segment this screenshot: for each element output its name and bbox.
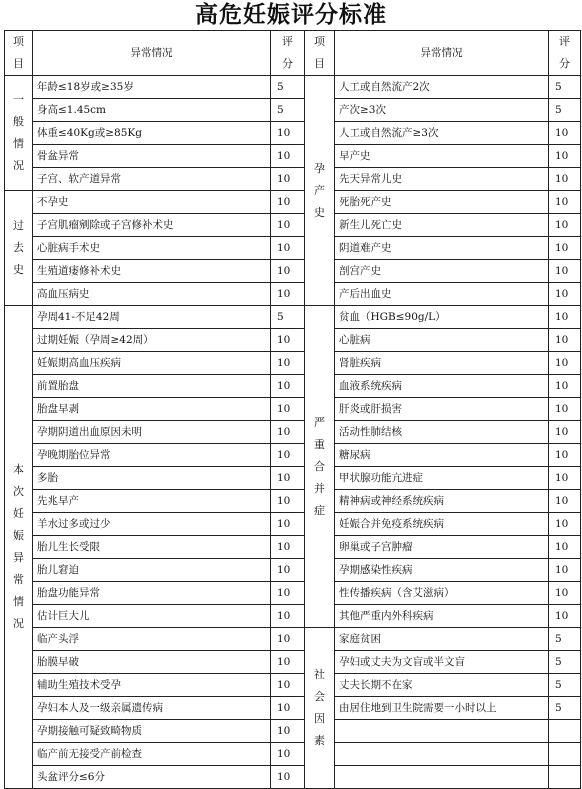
table-row <box>5 214 581 237</box>
category-cell: 过去史 <box>5 191 33 306</box>
condition-cell: 性传播疾病（含艾滋病） <box>335 582 549 605</box>
condition-cell: 临产前无接受产前检查 <box>33 743 271 766</box>
table-row <box>5 398 581 421</box>
header-condition: 异常情况 <box>33 31 271 76</box>
score-cell: 10 <box>549 329 581 352</box>
condition-cell: 孕妇或丈夫为文盲或半文盲 <box>335 651 549 674</box>
score-cell: 10 <box>271 628 305 651</box>
condition-cell: 骨盆异常 <box>33 145 271 168</box>
table-row <box>5 743 581 766</box>
table-row <box>5 651 581 674</box>
header-item: 项目 <box>5 31 33 76</box>
condition-cell: 卵巢或子宫肿瘤 <box>335 536 549 559</box>
condition-cell: 多胎 <box>33 467 271 490</box>
score-cell: 10 <box>549 444 581 467</box>
condition-cell: 羊水过多或过少 <box>33 513 271 536</box>
condition-cell: 肾脏疾病 <box>335 352 549 375</box>
table-row <box>5 306 581 329</box>
score-cell: 10 <box>549 306 581 329</box>
score-cell: 10 <box>271 697 305 720</box>
table-row <box>5 421 581 444</box>
condition-cell: 胎盘功能异常 <box>33 582 271 605</box>
table-row <box>5 467 581 490</box>
condition-cell: 其他严重内外科疾病 <box>335 605 549 628</box>
score-cell: 10 <box>549 168 581 191</box>
score-cell <box>549 766 581 789</box>
score-cell: 10 <box>271 651 305 674</box>
score-cell: 10 <box>549 214 581 237</box>
score-cell: 10 <box>549 237 581 260</box>
condition-cell: 妊娠合并免疫系统疾病 <box>335 513 549 536</box>
condition-cell: 心脏病手术史 <box>33 237 271 260</box>
condition-cell: 孕周41-不足42周 <box>33 306 271 329</box>
score-cell: 10 <box>549 145 581 168</box>
category-cell: 孕产史 <box>305 76 335 306</box>
condition-cell: 胎盘早剥 <box>33 398 271 421</box>
table-row <box>5 237 581 260</box>
table-row <box>5 674 581 697</box>
score-cell: 10 <box>271 375 305 398</box>
score-cell: 10 <box>549 490 581 513</box>
table-row <box>5 191 581 214</box>
score-cell: 10 <box>271 168 305 191</box>
condition-cell: 估计巨大儿 <box>33 605 271 628</box>
table-row <box>5 605 581 628</box>
score-table <box>4 30 581 789</box>
table-row <box>5 283 581 306</box>
condition-cell: 胎儿生长受限 <box>33 536 271 559</box>
condition-cell: 先天异常儿史 <box>335 168 549 191</box>
condition-cell: 产后出血史 <box>335 283 549 306</box>
score-cell: 5 <box>549 99 581 122</box>
condition-cell: 体重≤40Kg或≥85Kg <box>33 122 271 145</box>
condition-cell: 孕期阴道出血原因未明 <box>33 421 271 444</box>
score-cell <box>549 743 581 766</box>
score-cell: 10 <box>271 467 305 490</box>
condition-cell: 精神病或神经系统疾病 <box>335 490 549 513</box>
score-cell: 10 <box>271 214 305 237</box>
condition-cell: 年龄≤18岁或≥35岁 <box>33 76 271 99</box>
condition-cell: 高血压病史 <box>33 283 271 306</box>
score-cell: 5 <box>271 99 305 122</box>
condition-cell: 早产史 <box>335 145 549 168</box>
category-cell: 一般情况 <box>5 76 33 191</box>
condition-cell: 贫血（HGB≤90g/L） <box>335 306 549 329</box>
condition-cell: 家庭贫困 <box>335 628 549 651</box>
condition-cell: 死胎死产史 <box>335 191 549 214</box>
score-cell: 10 <box>271 237 305 260</box>
score-cell: 10 <box>271 605 305 628</box>
table-row <box>5 352 581 375</box>
condition-cell: 孕期接触可疑致畸物质 <box>33 720 271 743</box>
condition-cell: 身高≤1.45cm <box>33 99 271 122</box>
score-cell: 10 <box>549 421 581 444</box>
score-cell: 10 <box>549 352 581 375</box>
score-cell: 10 <box>549 467 581 490</box>
score-cell: 10 <box>549 191 581 214</box>
score-cell: 10 <box>271 536 305 559</box>
category-cell: 本次妊娠异常情况 <box>5 306 33 789</box>
condition-cell: 肝炎或肝损害 <box>335 398 549 421</box>
condition-cell: 头盆评分≤6分 <box>33 766 271 789</box>
table-row <box>5 168 581 191</box>
score-cell: 10 <box>549 559 581 582</box>
condition-cell: 临产头浮 <box>33 628 271 651</box>
condition-cell: 子宫、软产道异常 <box>33 168 271 191</box>
table-row <box>5 145 581 168</box>
header-score: 评分 <box>271 31 305 76</box>
score-cell: 10 <box>549 283 581 306</box>
score-cell: 10 <box>271 421 305 444</box>
condition-cell: 甲状腺功能亢进症 <box>335 467 549 490</box>
table-row <box>5 260 581 283</box>
table-row <box>5 536 581 559</box>
table-row <box>5 766 581 789</box>
condition-cell: 丈夫长期不在家 <box>335 674 549 697</box>
header-score-right: 评分 <box>549 31 581 76</box>
condition-cell: 先兆早产 <box>33 490 271 513</box>
condition-cell: 前置胎盘 <box>33 375 271 398</box>
table-row <box>5 329 581 352</box>
condition-cell: 阴道难产史 <box>335 237 549 260</box>
score-cell: 5 <box>271 76 305 99</box>
score-cell: 10 <box>549 536 581 559</box>
category-cell: 社会因素 <box>305 628 335 789</box>
score-cell: 10 <box>271 191 305 214</box>
condition-cell: 不孕史 <box>33 191 271 214</box>
condition-cell: 心脏病 <box>335 329 549 352</box>
score-cell: 10 <box>549 605 581 628</box>
score-cell: 10 <box>271 720 305 743</box>
score-cell: 5 <box>549 674 581 697</box>
score-cell: 10 <box>271 513 305 536</box>
header-condition-right: 异常情况 <box>335 31 549 76</box>
condition-cell: 糖尿病 <box>335 444 549 467</box>
score-cell: 10 <box>271 674 305 697</box>
condition-cell: 子宫肌瘤剜除或子宫修补术史 <box>33 214 271 237</box>
score-cell: 10 <box>271 283 305 306</box>
condition-cell: 胎膜早破 <box>33 651 271 674</box>
score-cell: 10 <box>271 444 305 467</box>
table-row <box>5 99 581 122</box>
condition-cell: 孕妇本人及一级亲属遗传病 <box>33 697 271 720</box>
score-cell: 5 <box>549 651 581 674</box>
condition-cell <box>335 720 549 743</box>
score-cell: 10 <box>271 145 305 168</box>
condition-cell: 人工或自然流产≥3次 <box>335 122 549 145</box>
score-cell: 10 <box>271 352 305 375</box>
score-cell <box>549 720 581 743</box>
table-row <box>5 513 581 536</box>
table-row <box>5 76 581 99</box>
score-cell: 5 <box>549 76 581 99</box>
table-row <box>5 697 581 720</box>
condition-cell <box>335 766 549 789</box>
score-cell: 5 <box>549 628 581 651</box>
header-item-right: 项目 <box>305 31 335 76</box>
condition-cell <box>335 743 549 766</box>
score-cell: 10 <box>271 743 305 766</box>
page-title: 高危妊娠评分标准 <box>195 2 387 28</box>
score-cell: 10 <box>549 122 581 145</box>
score-cell: 10 <box>271 398 305 421</box>
condition-cell: 新生儿死亡史 <box>335 214 549 237</box>
category-cell: 严重合并症 <box>305 306 335 628</box>
header-row <box>5 31 581 76</box>
score-cell: 10 <box>271 329 305 352</box>
condition-cell: 剖宫产史 <box>335 260 549 283</box>
condition-cell: 胎儿窘迫 <box>33 559 271 582</box>
score-cell: 10 <box>271 766 305 789</box>
score-cell: 10 <box>549 582 581 605</box>
table-row <box>5 582 581 605</box>
condition-cell: 人工或自然流产2次 <box>335 76 549 99</box>
condition-cell: 血液系统疾病 <box>335 375 549 398</box>
score-cell: 10 <box>549 375 581 398</box>
table-row <box>5 720 581 743</box>
score-cell: 5 <box>271 306 305 329</box>
condition-cell: 产次≥3次 <box>335 99 549 122</box>
score-cell: 5 <box>549 697 581 720</box>
score-cell: 10 <box>549 398 581 421</box>
score-cell: 10 <box>271 122 305 145</box>
condition-cell: 活动性肺结核 <box>335 421 549 444</box>
condition-cell: 过期妊娠（孕周≥42周） <box>33 329 271 352</box>
condition-cell: 辅助生殖技术受孕 <box>33 674 271 697</box>
table-row <box>5 444 581 467</box>
condition-cell: 由居住地到卫生院需要一小时以上 <box>335 697 549 720</box>
score-cell: 10 <box>271 582 305 605</box>
table-row <box>5 122 581 145</box>
condition-cell: 孕晚期胎位异常 <box>33 444 271 467</box>
table-row <box>5 628 581 651</box>
score-cell: 10 <box>271 260 305 283</box>
table-row <box>5 375 581 398</box>
condition-cell: 生殖道瘘修补术史 <box>33 260 271 283</box>
score-cell: 10 <box>549 260 581 283</box>
score-cell: 10 <box>271 559 305 582</box>
score-cell: 10 <box>271 490 305 513</box>
condition-cell: 妊娠期高血压疾病 <box>33 352 271 375</box>
score-cell: 10 <box>549 513 581 536</box>
table-row <box>5 490 581 513</box>
condition-cell: 孕期感染性疾病 <box>335 559 549 582</box>
table-row <box>5 559 581 582</box>
